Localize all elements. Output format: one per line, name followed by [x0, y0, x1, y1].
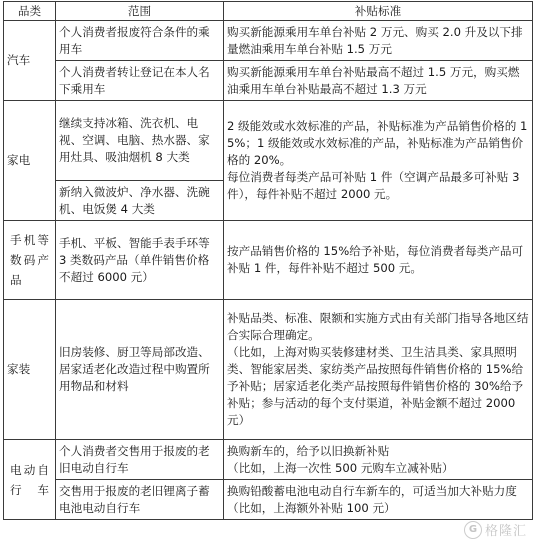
standard-cell: [224, 300, 533, 440]
standard-cell: 购买新能源乘用车单台补贴 2 万元、购买 2.0 升及以下排量燃油乘用车单台补贴 1.5 万元: [224, 21, 533, 61]
scope-cell: 交售用于报废的老旧锂离子蓄电池电动自行车: [56, 480, 224, 520]
standard-line: 2 级能效或水效标准的产品，补贴标准为产品销售价格的 15%；1 级能效或水效标准的产品，补贴标准为产品销售价格的 20%。: [227, 119, 528, 167]
category-ebike: 电动自行车: [4, 440, 56, 520]
standard-cell: [224, 440, 533, 480]
scope-cell: 个人消费者报废符合条件的乘用车: [56, 21, 224, 61]
scope-cell: 新纳入微波炉、净水器、洗碗机、电饭煲 4 大类: [56, 181, 224, 221]
standard-line: （比如，上海一次性 500 元购车立减补贴）: [227, 460, 454, 475]
scope-cell: 个人消费者转让登记在本人名下乘用车: [56, 61, 224, 101]
watermark-logo-icon: G: [464, 521, 482, 539]
category-home: 家装: [4, 300, 56, 440]
table-row: [4, 61, 533, 101]
header-category: 品类: [4, 2, 56, 21]
scope-cell: 个人消费者交售用于报废的老旧电动自行车: [56, 440, 224, 480]
table-row: [4, 221, 533, 300]
standard-cell: [224, 101, 533, 221]
watermark: [464, 520, 527, 539]
header-row: [4, 2, 533, 21]
standard-line: 换购新车的，给予以旧换新补贴: [227, 443, 390, 458]
standard-cell: 换购铅酸蓄电池电动自行车新车的，可适当加大补贴力度（比如，上海额外补贴 100 元）: [224, 480, 533, 520]
scope-cell: 旧房装修、厨卫等局部改造、居家适老化改造过程中购置所用物品和材料: [56, 300, 224, 440]
subsidy-table: [3, 1, 533, 520]
standard-line: 每位消费者每类产品可补贴 1 件（空调产品最多可补贴 3 件），每件补贴不超过 2000 元。: [227, 170, 520, 201]
scope-cell: 手机、平板、智能手表手环等 3 类数码产品（单件销售价格不超过 6000 元）: [56, 221, 224, 300]
standard-line: （比如，上海对购买装修建材类、卫生洁具类、家具照明类、智能家居类、家纺类产品按照每件销售价格的 15%给予补贴；居家适老化类产品按照每件销售价格的 30%给予补贴；参与活动的每个支付渠道，补贴金额不超过 2000 元）: [227, 345, 524, 427]
table-row: [4, 21, 533, 61]
category-car: 汽车: [4, 21, 56, 101]
standard-cell: 按产品销售价格的 15%给予补贴，每位消费者每类产品可补贴 1 件，每件补贴不超过 500 元。: [224, 221, 533, 300]
category-digital: 手机等数码产品: [4, 221, 56, 300]
table-row: [4, 300, 533, 440]
watermark-text: 格隆汇: [484, 524, 527, 539]
header-standard: 补贴标准: [224, 2, 533, 21]
standard-cell: 购买新能源乘用车单台补贴最高不超过 1.5 万元，购买燃油乘用车单台补贴最高不超过 1.3 万元: [224, 61, 533, 101]
standard-line: 补贴品类、标准、限额和实施方式由有关部门指导各地区结合实际合理确定。: [227, 311, 529, 342]
category-appliance: 家电: [4, 101, 56, 221]
table-row: [4, 480, 533, 520]
header-scope: 范围: [56, 2, 224, 21]
table-row: [4, 101, 533, 181]
table-row: [4, 440, 533, 480]
scope-cell: 继续支持冰箱、洗衣机、电视、空调、电脑、热水器、家用灶具、吸油烟机 8 大类: [56, 101, 224, 181]
